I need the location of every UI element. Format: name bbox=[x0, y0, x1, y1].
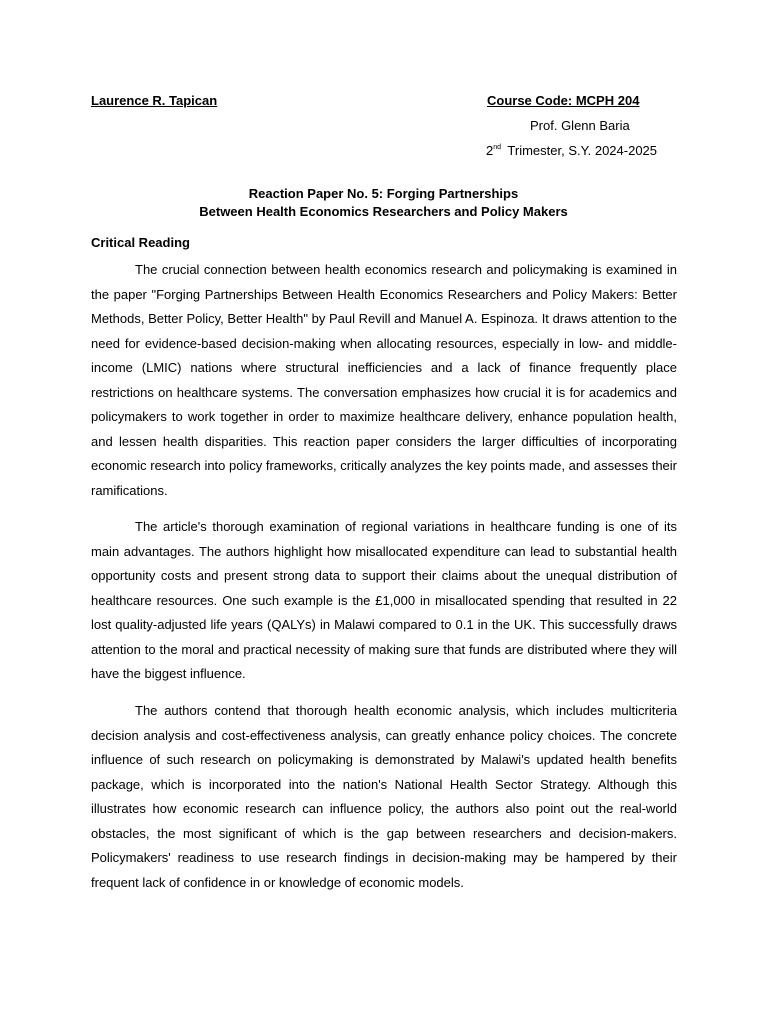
professor-name: Prof. Glenn Baria bbox=[530, 118, 630, 133]
trimester-line bbox=[486, 143, 657, 158]
trimester-text: Trimester, S.Y. 2024-2025 bbox=[507, 143, 658, 158]
section-heading: Critical Reading bbox=[91, 235, 190, 250]
paragraph: The crucial connection between health economics research and policymaking is examined in the paper "Forging Partnerships Between Health Economics Researchers and Policy Makers: Better Methods, Better Policy, Better Health" by Paul Revill and Manuel A. Espinoza. It draws attention to the need for evidence-based decision-making when allocating resources, especially in low- and middle-income (LMIC) nations where structural inefficiencies and a lack of finance frequently place restrictions on healthcare systems. The conversation emphasizes how crucial it is for academics and policymakers to work together in order to maximize healthcare delivery, enhance population health, and lessen health disparities. This reaction paper considers the larger difficulties of incorporating economic research into policy frameworks, critically analyzes the key points made, and assesses their ramifications. bbox=[91, 262, 677, 498]
paragraph: The article's thorough examination of regional variations in healthcare funding is one of its main advantages. The authors highlight how misallocated expenditure can lead to substantial health opportunity costs and present strong data to support their claims about the unequal distribution of healthcare resources. One such example is the £1,000 in misallocated spending that resulted in 22 lost quality-adjusted life years (QALYs) in Malawi compared to 0.1 in the UK. This successfully draws attention to the moral and practical necessity of making sure that funds are distributed where they will have the biggest influence. bbox=[91, 519, 677, 681]
paper-title bbox=[91, 185, 676, 221]
author-name: Laurence R. Tapican bbox=[91, 93, 218, 108]
title-line-2: Between Health Economics Researchers and Policy Makers bbox=[199, 204, 568, 219]
trimester-suffix: nd bbox=[493, 144, 502, 151]
document-header bbox=[91, 93, 676, 113]
title-line-1: Reaction Paper No. 5: Forging Partnerships bbox=[248, 186, 519, 201]
trimester-number: 2 bbox=[486, 143, 494, 158]
course-code: Course Code: MCPH 204 bbox=[487, 93, 640, 108]
paragraph: The authors contend that thorough health economic analysis, which includes multicriteria decision analysis and cost-effectiveness analysis, can greatly enhance policy choices. The concrete influence of such research on policymaking is demonstrated by Malawi's updated health benefits package, which is incorporated into the nation's National Health Sector Strategy. Although this illustrates how economic research can influence policy, the authors also point out the real-world obstacles, the most significant of which is the gap between researchers and decision-makers. Policymakers' readiness to use research findings in decision-making may be hampered by their frequent lack of confidence in or knowledge of economic models. bbox=[91, 703, 677, 890]
